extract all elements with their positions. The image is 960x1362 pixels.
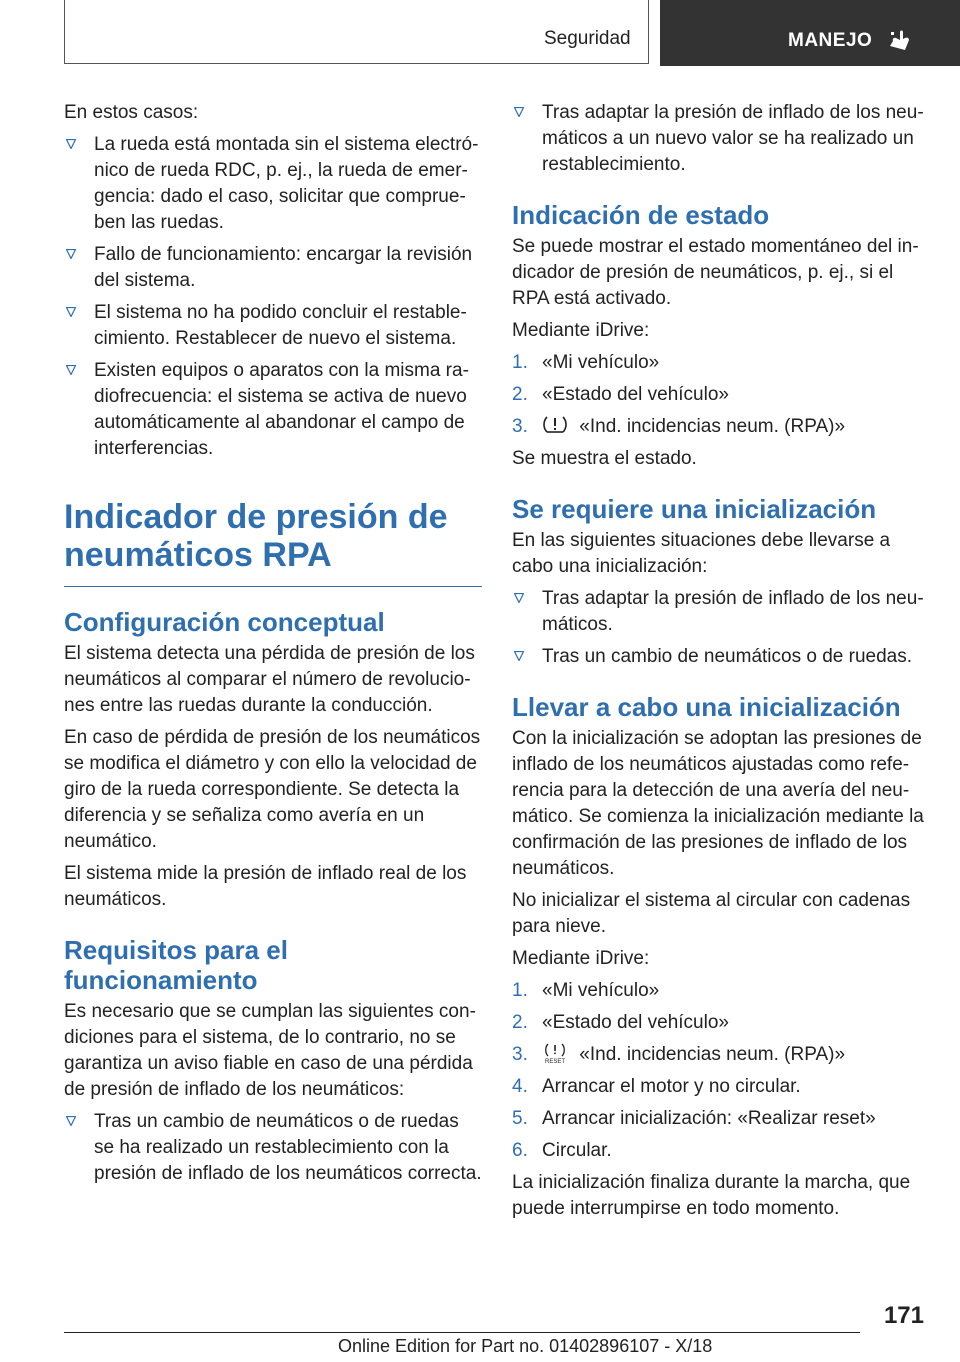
hand-pointer-icon (886, 26, 912, 52)
step-number: 4. (512, 1076, 528, 1097)
step-text: «Ind. incidencias neum. (RPA)» (579, 416, 846, 437)
reset-icon-label: RESET (544, 1059, 566, 1064)
intro-text: En estos casos: (64, 102, 199, 123)
case-item (64, 132, 482, 236)
init-heading: Llevar a cabo una inicialización (512, 692, 901, 722)
init-step (512, 1138, 924, 1164)
case-item-text: La rueda está montada sin el sistema electrónico de rueda RDC, p. ej., la rueda de emergencia: dado el caso, solicitar que comprueben las ruedas. (94, 134, 479, 233)
step-text: Arrancar el motor y no circular. (542, 1076, 801, 1097)
init-step (512, 1074, 924, 1100)
chapter-tab (660, 0, 960, 66)
step-number: 1. (512, 980, 528, 1001)
step-number: 3. (512, 1044, 528, 1065)
concept-paragraph: El sistema detecta una pérdida de presión de los neumáticos al comparar el número de revoluciones entre las ruedas durante la conducción. (64, 643, 475, 716)
step-number: 2. (512, 384, 528, 405)
init-paragraph: No inicializar el sistema al circular con cadenas para nieve. (512, 890, 911, 937)
bullet-triangle-icon (66, 307, 76, 317)
init-step (512, 1106, 924, 1132)
case-item-text: Existen equipos o aparatos con la misma radiofrecuencia: el sistema se activa de nuevo automáticamente al abandonar el campo de interferencias. (94, 360, 469, 459)
tire-warning-icon (542, 414, 568, 436)
bullet-triangle-icon (66, 1116, 76, 1126)
heading-divider (64, 586, 482, 587)
init-required-heading: Se requiere una inicialización (512, 494, 877, 524)
right-column (512, 100, 924, 1228)
edition-text: Online Edition for Part no. 01402896107 - X/18 (338, 1336, 713, 1356)
concept-heading: Configuración conceptual (64, 607, 385, 637)
init-paragraph: Con la inicialización se adoptan las presiones de inflado de los neumáticos ajustadas como referencia para la detección de una avería del neumático. Se comienza la inicialización mediante la confirmación de las presiones de inflado de los neumáticos. (512, 728, 924, 879)
requirement-item (512, 100, 924, 178)
case-item (64, 300, 482, 352)
bullet-triangle-icon (66, 139, 76, 149)
footer-divider (64, 1332, 860, 1333)
init-required-item-text: Tras adaptar la presión de inflado de los neumáticos. (542, 588, 924, 635)
status-step (512, 382, 924, 408)
bullet-triangle-icon (514, 107, 524, 117)
requirement-item-text: Tras un cambio de neumáticos o de ruedas se ha realizado un restablecimiento con la presión de inflado de los neumáticos correcta. (94, 1111, 482, 1184)
step-text: Arrancar inicialización: «Realizar reset» (542, 1108, 876, 1129)
step-number: 3. (512, 416, 528, 437)
section-title: Seguridad (544, 28, 631, 49)
bullet-triangle-icon (514, 651, 524, 661)
init-required-item (512, 586, 924, 638)
status-paragraph: Mediante iDrive: (512, 320, 650, 341)
step-text: «Estado del vehículo» (542, 384, 729, 405)
step-number: 1. (512, 352, 528, 373)
status-paragraph: Se puede mostrar el estado momentáneo del indicador de presión de neumáticos, p. ej., si el RPA está activado. (512, 236, 919, 309)
status-heading: Indicación de estado (512, 200, 770, 230)
init-paragraph: Mediante iDrive: (512, 948, 650, 969)
requirement-item (64, 1109, 482, 1187)
status-step (512, 414, 924, 440)
left-column (64, 100, 482, 1193)
init-required-item-text: Tras un cambio de neumáticos o de ruedas. (542, 646, 912, 667)
init-step (512, 1010, 924, 1036)
page-header (64, 0, 960, 66)
step-text: Circular. (542, 1140, 612, 1161)
status-paragraph: Se muestra el estado. (512, 448, 697, 469)
case-item (64, 358, 482, 462)
concept-paragraph: El sistema mide la presión de inflado real de los neumáticos. (64, 863, 467, 910)
requirement-item-text: Tras adaptar la presión de inflado de los neumáticos a un nuevo valor se ha realizado un restablecimiento. (542, 102, 924, 175)
case-item-text: Fallo de funcionamiento: encargar la revisión del sistema. (94, 244, 473, 291)
bullet-triangle-icon (514, 593, 524, 603)
init-step (512, 1042, 924, 1068)
concept-paragraph: En caso de pérdida de presión de los neumáticos se modifica el diámetro y con ello la velocidad de giro de la rueda correspondiente. Se detecta la diferencia y se señaliza como avería en un neumático. (64, 727, 481, 852)
bullet-triangle-icon (66, 249, 76, 259)
init-required-item (512, 644, 924, 670)
case-item (64, 242, 482, 294)
step-number: 5. (512, 1108, 528, 1129)
page-footer (0, 1336, 960, 1362)
init-required-paragraph: En las siguientes situaciones debe llevarse a cabo una inicialización: (512, 530, 891, 577)
page-number: 171 (883, 1302, 924, 1329)
init-paragraph: La inicialización finaliza durante la marcha, que puede interrumpirse en todo momento. (512, 1172, 911, 1219)
chapter-tab-label: MANEJO (788, 30, 873, 51)
step-text: «Mi vehículo» (542, 980, 660, 1001)
step-text: «Ind. incidencias neum. (RPA)» (579, 1044, 846, 1065)
step-text: «Estado del vehículo» (542, 1012, 729, 1033)
bullet-triangle-icon (66, 365, 76, 375)
step-number: 2. (512, 1012, 528, 1033)
step-number: 6. (512, 1140, 528, 1161)
init-step (512, 978, 924, 1004)
requirements-heading: Requisitos para el funcionamiento (64, 935, 288, 995)
main-heading: Indicador de presión de neumáticos RPA (64, 498, 448, 574)
case-item-text: El sistema no ha podido concluir el restablecimiento. Restablecer de nuevo el sistema. (94, 302, 467, 349)
requirements-paragraph: Es necesario que se cumplan las siguientes condiciones para el sistema, de lo contrario, no se garantiza un aviso fiable en caso de una pérdida de presión de inflado de los neumáticos: (64, 1001, 476, 1100)
status-step (512, 350, 924, 376)
step-text: «Mi vehículo» (542, 352, 660, 373)
tire-reset-icon (542, 1042, 568, 1064)
